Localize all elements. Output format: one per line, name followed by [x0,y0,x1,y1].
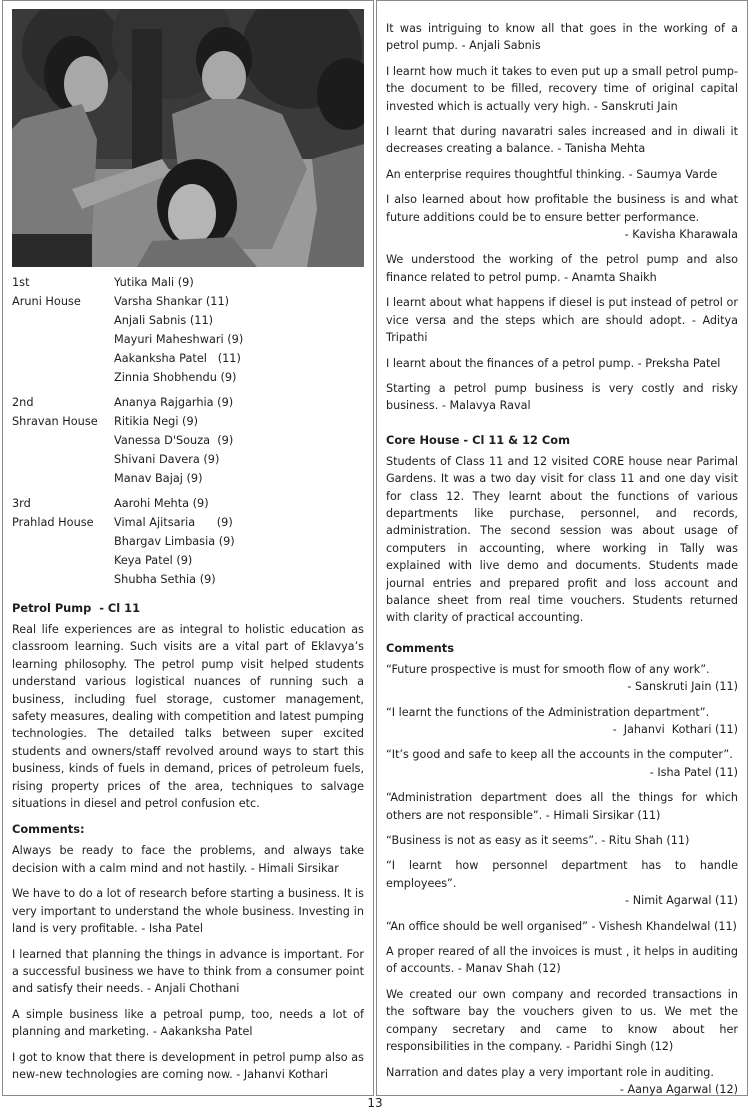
house-name: Shravan House [12,415,98,428]
right-column [376,0,748,1096]
page-number: 13 [367,1096,383,1110]
comment: I learned that planning the things in advance is important. For a successful business we have to think from a consumer point and satisfy their needs. - Anjali Chothani [12,947,364,996]
student-name: Anjali Sabnis (11) [114,314,214,327]
comment: I learnt that during navaratri sales increased and in diwali it decreases creating a balance. - Tanisha Mehta [386,125,738,156]
student-name: Yutika Mali (9) [114,276,194,289]
comment: I got to know that there is development in petrol pump also as new-new technologies are coming now. - Jahanvi Kothari [12,1050,364,1081]
comment: We understood the working of the petrol pump and also finance related to petrol pump. - Anamta Shaikh [386,253,738,284]
comment-with-signature [386,746,738,781]
comment: It was intriguing to know all that goes in the working of a petrol pump. - Anjali Sabnis [386,22,738,53]
comment: Always be ready to face the problems, and always take decision with a calm mind and not hastily. - Himali Sirsikar [12,844,364,875]
comment: A simple business like a petroal pump, too, needs a lot of planning and marketing. - Aakanksha Patel [12,1007,364,1039]
core-house-heading: Core House - Cl 11 & 12 Com [386,432,570,447]
student-name: Bhargav Limbasia (9) [114,535,235,548]
students-photo [12,9,364,267]
comment: I learnt how much it takes to even put up a small petrol pump- the document to be filled, recovery time of original capital invested which is actually very high. - Sanskruti Jain [386,64,738,113]
petrol-pump-heading: Petrol Pump - Cl 11 [12,601,141,615]
left-column [2,0,374,1096]
comment-text: “Future prospective is must for smooth flow of any work”. [386,662,710,676]
winner-group-3rd [12,494,364,589]
petrol-pump-body: Real life experiences are as integral to holistic education as classroom learning. Such visits are a vital part of Eklavya’s learning philosophy. The petrol pump visit helped students understand various logistical nuances of running such a business, including fuel storage, customer management, safety measures, dealing with competition and latest pumping technologies. The detailed talks between super excited students and owners/staff revolved around ways to start this business, kinds of fuels in demand, prices of petroleum fuels, rising property prices of the area, techniques to salvage situations in diesel and petrol confusion etc. [12,623,364,811]
comment: We created our own company and recorded transactions in the software bay the vouchers given to us. We met the company secretary and came to know about her responsibilities in the company. - Paridhi Singh (12) [386,987,738,1054]
comment: “Administration department does all the things for which others are not responsible”. - Himali Sirsikar (11) [386,791,738,822]
comment: An enterprise requires thoughtful thinking. - Saumya Varde [386,167,718,181]
comment-with-signature [386,704,738,739]
winner-group-2nd [12,393,364,488]
student-name: Ritikia Negi (9) [114,415,199,428]
comment-text: Narration and dates play a very important role in auditing. [386,1065,714,1079]
winners-list [12,273,364,589]
comment-with-signature [386,661,738,696]
comment-with-signature [386,857,738,909]
rank-label: 1st [12,276,30,289]
student-name: Manav Bajaj (9) [114,472,203,485]
student-name: Vanessa D'Souza (9) [114,434,234,447]
comment: Starting a petrol pump business is very costly and risky business. - Malavya Raval [386,381,738,413]
comment-signature: - Jahanvi Kothari (11) [612,723,738,736]
house-name: Aruni House [12,295,81,308]
student-name: Mayuri Maheshwari (9) [114,333,244,346]
winner-group-1st [12,273,364,387]
rank-label: 2nd [12,396,34,409]
comment: A proper reared of all the invoices is must , it helps in auditing of accounts. - Manav Shah (12) [386,945,738,976]
comment: I learnt about the finances of a petrol pump. - Preksha Patel [386,356,721,370]
comment: “Business is not as easy as it seems”. - Ritu Shah (11) [386,834,690,848]
comment: We have to do a lot of research before starting a business. It is very important to understand the whole business. Investing in land is very profitable. - Isha Patel [12,887,364,936]
core-house-body: Students of Class 11 and 12 visited CORE house near Parimal Gardens. It was a two day visit for class 11 and one day visit for class 12. They learnt about the functions of various departments like purchase, personnel, and records, administration. The second session was about usage of computers in accounting, where working in Tally was explained with live demo and documents. Students made journal entries and prepared profit and loss account and balance sheet from real time vouchers. Students returned with clarity of practical accounting. [386,454,738,625]
student-name: Zinnia Shobhendu (9) [114,371,237,384]
student-name: Aakanksha Patel (11) [114,352,241,365]
student-name: Shubha Sethia (9) [114,573,216,586]
rank-label: 3rd [12,497,31,510]
comment-signature: - Sanskruti Jain (11) [627,680,738,694]
house-name: Prahlad House [12,516,94,529]
comment-text: I also learned about how profitable the business is and what future additions could be to ensure better performance. [386,193,738,224]
student-name: Ananya Rajgarhia (9) [114,396,234,409]
comment-text: “I learnt how personnel department has to handle employees”. [386,859,738,890]
comment: I learnt about what happens if diesel is put instead of petrol or vice versa and the steps which are should adopt. - Aditya Tripathi [386,296,738,345]
comment-signature: - Nimit Agarwal (11) [625,894,738,908]
student-name: Varsha Shankar (11) [114,295,230,308]
petrol-pump-comments-heading: Comments: [12,822,85,837]
student-name: Keya Patel (9) [114,554,193,567]
comment-signature: - Isha Patel (11) [649,765,738,779]
comment-signature: - Kavisha Kharawala [624,228,738,242]
core-house-comments-heading: Comments [386,640,454,655]
comment-signature: - Aanya Agarwal (12) [619,1082,738,1096]
student-name: Shivani Davera (9) [114,453,220,466]
comment-text: “It’s good and safe to keep all the accounts in the computer”. [386,748,733,762]
comment-with-signature [386,1064,738,1099]
student-name: Vimal Ajitsaria (9) [114,516,233,529]
comment: “An office should be well organised” - Vishesh Khandelwal (11) [386,919,737,933]
student-name: Aarohi Mehta (9) [114,497,209,510]
comment-with-signature [386,191,738,243]
photo-illustration [12,9,364,267]
comment-text: “I learnt the functions of the Administration department”. [386,705,710,719]
